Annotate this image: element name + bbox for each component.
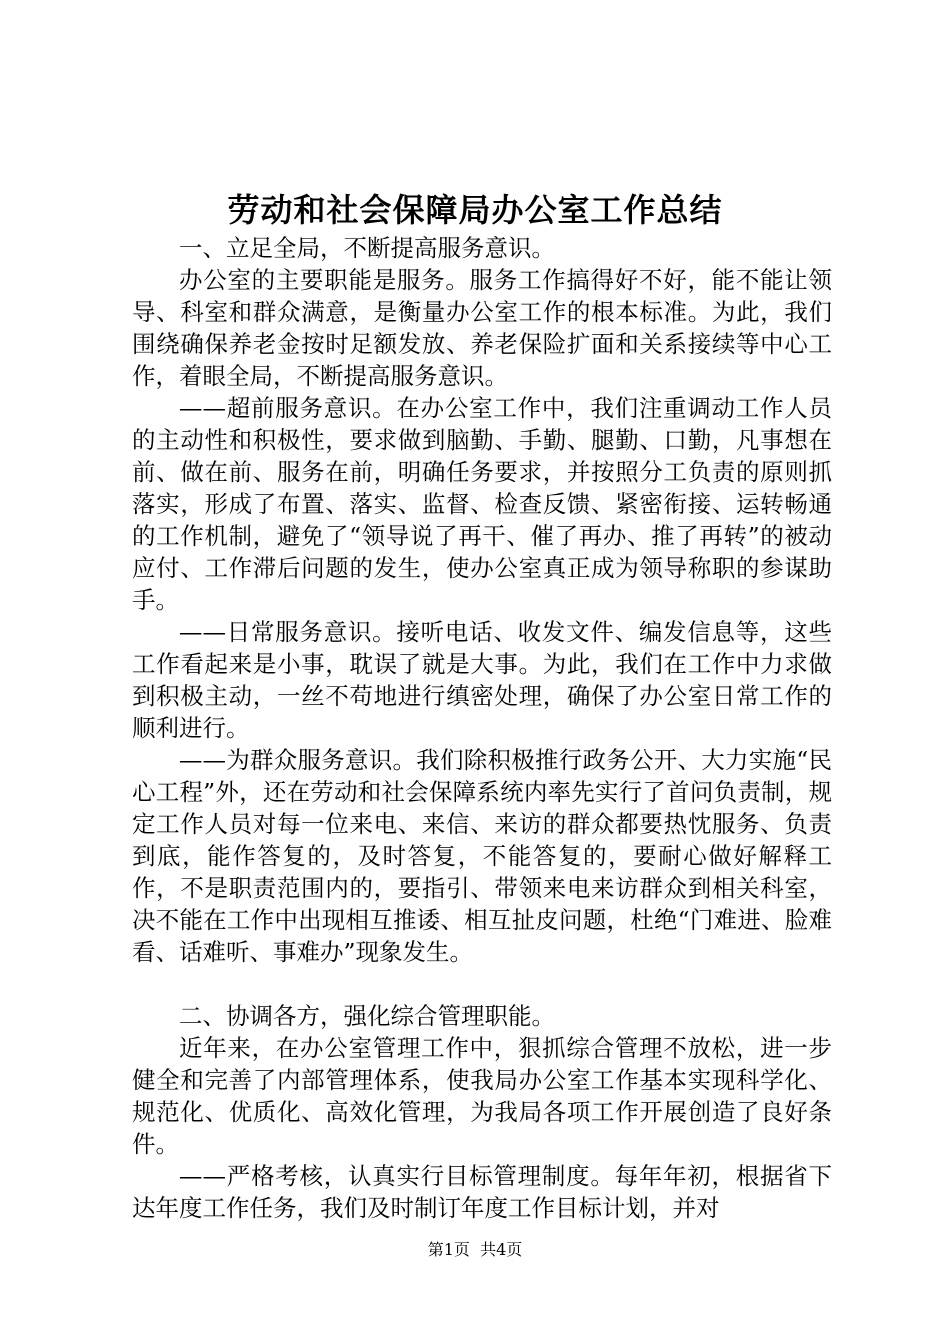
body-paragraph: ——严格考核，认真实行目标管理制度。每年年初，根据省下达年度工作任务，我们及时制订年度工作目标计划，并对: [132, 1162, 832, 1222]
body-paragraph: ——超前服务意识。在办公室工作中，我们注重调动工作人员的主动性和积极性，要求做到脑勤、手勤、腿勤、口勤，凡事想在前、做在前、服务在前，明确任务要求，并按照分工负责的原则抓落实，形成了布置、落实、监督、检查反馈、紧密衔接、运转畅通的工作机制，避免了“领导说了再干、催了再办、推了再转”的被动应付、工作滞后问题的发生，使办公室真正成为领导称职的参谋助手。: [132, 394, 832, 614]
body-paragraph: 近年来，在办公室管理工作中，狠抓综合管理不放松，进一步健全和完善了内部管理体系，使我局办公室工作基本实现科学化、规范化、优质化、高效化管理，为我局各项工作开展创造了良好条件。: [132, 1034, 832, 1158]
document-body: [132, 232, 832, 1224]
section-heading: 一、立足全局，不断提高服务意识。: [179, 234, 555, 262]
section-heading: 二、协调各方，强化综合管理职能。: [179, 1002, 555, 1030]
document-title: 劳动和社会保障局办公室工作总结: [227, 191, 723, 229]
body-paragraph: ——为群众服务意识。我们除积极推行政务公开、大力实施“民心工程”外，还在劳动和社会保障系统内率先实行了首问负责制，规定工作人员对每一位来电、来信、来访的群众都要热忱服务、负责到底，能作答复的，及时答复，不能答复的，要耐心做好解释工作，不是职责范围内的，要指引、带领来电来访群众到相关科室，决不能在工作中出现相互推诿、相互扯皮问题，杜绝“门难进、脸难看、话难听、事难办”现象发生。: [132, 746, 832, 966]
page-footer: 第1页 共4页: [427, 1240, 523, 1259]
body-paragraph: 办公室的主要职能是服务。服务工作搞得好不好，能不能让领导、科室和群众满意，是衡量办公室工作的根本标准。为此，我们围绕确保养老金按时足额发放、养老保险扩面和关系接续等中心工作，着眼全局，不断提高服务意识。: [132, 266, 832, 390]
body-paragraph: ——日常服务意识。接听电话、收发文件、编发信息等，这些工作看起来是小事，耽误了就是大事。为此，我们在工作中力求做到积极主动，一丝不苟地进行缜密处理，确保了办公室日常工作的顺利进行。: [132, 618, 832, 742]
